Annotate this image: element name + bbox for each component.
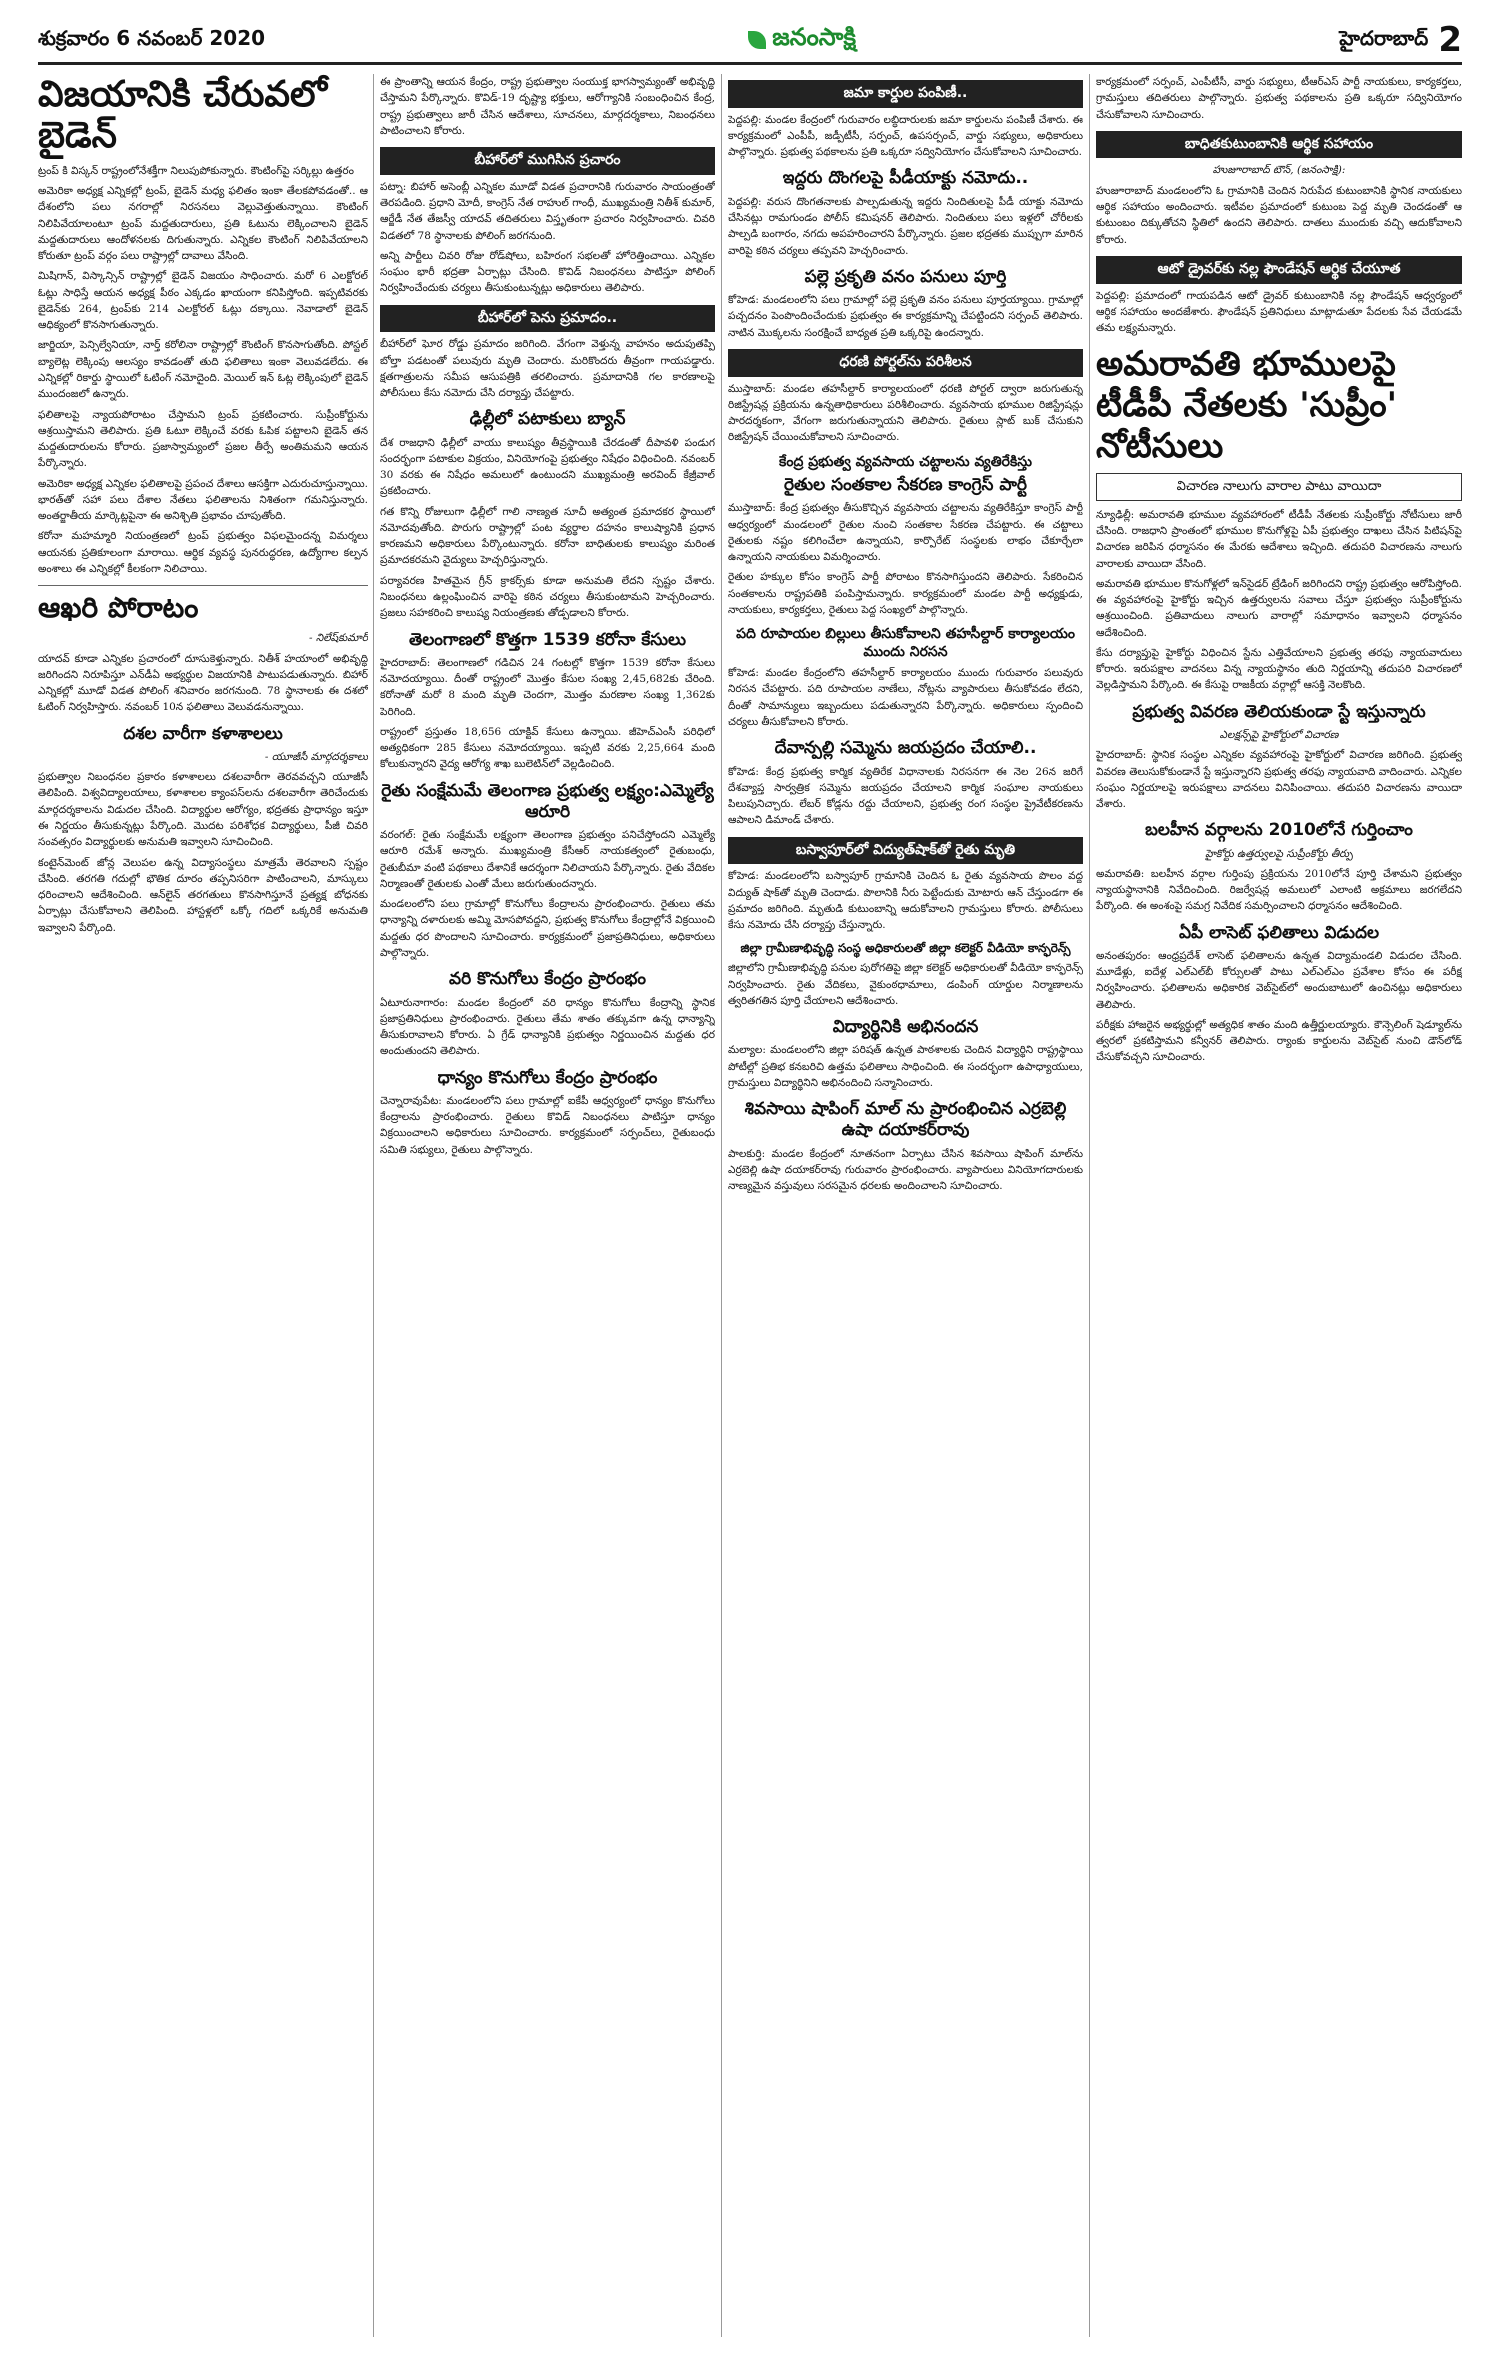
article-text: దేశ రాజధాని ఢిల్లీలో వాయు కాలుష్యం తీవ్రస్థాయికి చేరడంతో దీపావళి పండుగ సందర్భంగా పటాకుల విక్రయం, వినియోగంపై ప్రభుత్వం నిషేధం విధించింది. నవంబర్‌ 30 వరకు ఈ నిషేధం అమలులో ఉంటుందని ముఖ్యమంత్రి అరవింద్‌ కేజ్రీవాల్‌ ప్రకటించారు.: [380, 436, 715, 498]
column-divider: [1089, 74, 1090, 2337]
separator: [38, 585, 368, 586]
article-text: ప్రభుత్వాల నిబంధనల ప్రకారం కళాశాలలు దశలవారీగా తెరవవచ్చని యూజీసీ తెలిపింది. విశ్వవిద్యాలయాలు, కళాశాలల క్యాంపస్‌లను దశలవారీగా తెరిచేందుకు మార్గదర్శకాలను విడుదల చేసింది. విద్యార్థుల ఆరోగ్యం, భద్రతకు ప్రాధాన్యం ఇస్తూ ఈ నిర్ణయం తీసుకున్నట్లు పేర్కొంది. మొదట పరిశోధక విద్యార్థులు, పీజీ చివరి సంవత్సరం విద్యార్థులకు అనుమతి ఇవ్వాలని సూచించింది.: [38, 771, 368, 849]
headline: తెలంగాణలో కొత్తగా 1539 కరోనా కేసులు: [409, 629, 686, 650]
page-number: 2: [1438, 20, 1462, 60]
headline: విజయానికి చేరువలో బైడెన్‌: [38, 74, 328, 157]
article-text: పెద్దపల్లి: మండల కేంద్రంలో గురువారం లబ్ధిదారులకు జమా కార్డులను పంపిణీ చేశారు. ఈ కార్యక్రమంలో ఎంపీపీ, జడ్పీటీసీ, సర్పంచ్‌, ఉపసర్పంచ్‌, వార్డు సభ్యులు, అధికారులు పాల్గొన్నారు. ప్రభుత్వ పథకాలను ప్రతి ఒక్కరూ సద్వినియోగం చేసుకోవాలని సూచించారు.: [728, 113, 1083, 159]
headline: అమరావతి భూములపై టీడీపీ నేతలకు 'సుప్రీం' నోటీసులు: [1096, 344, 1398, 466]
article-text: కోహెడ: మండలంలోని పలు గ్రామాల్లో పల్లె ప్రకృతి వనం పనులు పూర్తయ్యాయి. గ్రామాల్లో పచ్చదనం పెంపొందించేందుకు ప్రభుత్వం ఈ కార్యక్రమాన్ని చేపట్టిందని సర్పంచ్‌ తెలిపారు. నాటిన మొక్కలను సంరక్షించే బాధ్యత ప్రతి ఒక్కరిపై ఉందన్నారు.: [728, 294, 1083, 339]
article-text: ఈ ప్రాంతాన్ని ఆయన కేంద్రం, రాష్ట్ర ప్రభుత్వాల సంయుక్త భాగస్వామ్యంతో అభివృద్ధి చేస్తామని పేర్కొన్నారు. కొవిడ్‌-19 దృష్ట్యా భక్తులు, ఆరోగ్యానికి సంబంధించిన కేంద్ర, రాష్ట్ర ప్రభుత్వాలు జారీ చేసిన ఆదేశాలు, సూచనలు, మార్గదర్శకాలు, నిబంధనలు పాటించాలని కోరారు.: [380, 76, 715, 137]
article-nature-park: [728, 267, 1083, 341]
article-farmer-welfare: [380, 781, 715, 962]
article-amaravati: [1096, 344, 1462, 693]
article-text: బీహార్‌లో ఘోర రోడ్డు ప్రమాదం జరిగింది. వేగంగా వెళ్తున్న వాహనం అదుపుతప్పి బోల్తా పడటంతో పలువురు మృతి చెందారు. మరికొందరు తీవ్రంగా గాయపడ్డారు. క్షతగాత్రులను సమీప ఆసుపత్రికి తరలించారు. ప్రమాదానికి గల కారణాలపై పోలీసులు కేసు నమోదు చేసి దర్యాప్తు చేపట్టారు.: [380, 338, 715, 400]
article-biden: [38, 74, 368, 577]
article-text: మిషిగాన్‌, విస్కాన్సిన్‌ రాష్ట్రాల్లో బైడెన్‌ విజయం సాధించారు. మరో 6 ఎలక్టోరల్‌ ఓట్లు సాధిస్తే ఆయన అధ్యక్ష పీఠం ఎక్కడం ఖాయంగా కనిపిస్తోంది. ఇప్పటివరకు బైడెన్‌కు 264, ట్రంప్‌కు 214 ఎలక్టోరల్‌ ఓట్లు దక్కాయి. నెవాడాలో బైడెన్‌ ఆధిక్యంలో కొనసాగుతున్నారు.: [38, 270, 368, 332]
byline: - యూజీసీ మార్గదర్శకాలు: [264, 750, 368, 763]
column-1: [38, 74, 368, 2337]
article-text: ముస్తాబాద్‌: మండల తహసీల్దార్‌ కార్యాలయంలో ధరణి పోర్టల్‌ ద్వారా జరుగుతున్న రిజిస్ట్రేషన్ల ప్రక్రియను ఉన్నతాధికారులు పరిశీలించారు. వ్యవసాయ భూముల రిజిస్ట్రేషన్లు పారదర్శకంగా, వేగంగా జరుగుతున్నాయని తెలిపారు. రైతులు స్లాట్‌ బుక్‌ చేసుకుని రిజిస్ట్రేషన్‌ చేయించుకోవాలని సూచించారు.: [728, 382, 1083, 444]
article-text: కోహెడ: మండలంలోని బస్వాపూర్‌ గ్రామానికి చెందిన ఓ రైతు వ్యవసాయ పొలం వద్ద విద్యుత్‌ షాక్‌తో మృతి చెందాడు. పొలానికి నీరు పెట్టేందుకు మోటారు ఆన్‌ చేస్తుండగా ఈ ప్రమాదం జరిగింది. మృతుడి కుటుంబాన్ని ఆదుకోవాలని గ్రామస్తులు కోరారు. పోలీసులు కేసు నమోదు చేసి దర్యాప్తు చేస్తున్నారు.: [728, 870, 1083, 932]
article-text: జార్జియా, పెన్సిల్వేనియా, నార్త్‌ కరోలినా రాష్ట్రాల్లో కౌంటింగ్‌ కొనసాగుతోంది. పోస్టల్‌ బ్యాలెట్ల లెక్కింపు ఆలస్యం కావడంతో తుది ఫలితాలు ఇంకా వెలువడలేదు. ఈ ఎన్నికల్లో రికార్డు స్థాయిలో ఓటింగ్‌ నమోదైంది. మెయిల్‌ ఇన్‌ ఓట్ల లెక్కింపులో బైడెన్‌ ముందంజలో ఉన్నారు.: [38, 339, 368, 401]
headline: బాధితకుటుంబానికి ఆర్థిక సహాయం: [1096, 131, 1462, 159]
article-text: హైదరాబాద్‌: స్థానిక సంస్థల ఎన్నికల వ్యవహారంపై హైకోర్టులో విచారణ జరిగింది. ప్రభుత్వ వివరణ తెలుసుకోకుండానే స్టే ఇస్తున్నారని ప్రభుత్వ తరఫు న్యాయవాది వాదించారు. ఎన్నికల సంఘం నిర్ణయాలపై ఇరుపక్షాలు వాదనలు వినిపించాయి. తదుపరి విచారణను వాయిదా వేశారు.: [1096, 749, 1462, 811]
article-auto-driver: [1096, 256, 1462, 336]
headline: వరి కొనుగోలు కేంద్రం ప్రారంభం: [448, 969, 647, 990]
byline: - నిలేష్‌కుమార్‌: [308, 632, 368, 645]
article-text: ముస్తాబాద్‌: కేంద్ర ప్రభుత్వం తీసుకొచ్చిన వ్యవసాయ చట్టాలను వ్యతిరేకిస్తూ కాంగ్రెస్‌ పార్టీ ఆధ్వర్యంలో మండలంలో రైతుల నుంచి సంతకాల సేకరణ చేపట్టారు. ఈ చట్టాలు రైతులకు నష్టం కలిగించేలా ఉన్నాయని, కార్పొరేట్‌ సంస్థలకు లాభం చేకూర్చేలా ఉన్నాయని నాయకులు విమర్శించారు.: [728, 502, 1083, 564]
column-3: [728, 74, 1083, 2337]
headline: పది రూపాయల బిల్లులు తీసుకోవాలని తహసీల్దార్‌ కార్యాలయం ముందు నిరసన: [736, 626, 1075, 660]
sub-headline: హైకోర్టు ఉత్తర్వులపై సుప్రీంకోర్టు తీర్పు: [1205, 847, 1353, 860]
article-text: ఫలితాలపై న్యాయపోరాటం చేస్తామని ట్రంప్‌ ప్రకటించారు. సుప్రీంకోర్టును ఆశ్రయిస్తామని తెలిపారు. ప్రతి ఓటూ లెక్కించే వరకు ఓపిక పట్టాలని బైడెన్‌ తన మద్దతుదారులను కోరారు. ప్రజాస్వామ్యంలో ప్రజల తీర్పే అంతిమమని ఆయన పేర్కొన్నారు.: [38, 408, 368, 470]
article-grain-centre: [380, 1068, 715, 1158]
article-text: అనంతపురం: ఆంధ్రప్రదేశ్‌ లాసెట్‌ ఫలితాలను ఉన్నత విద్యామండలి విడుదల చేసింది. మూడేళ్లు, ఐదేళ్ల ఎల్‌ఎల్‌బీ కోర్సులతో పాటు ఎల్‌ఎల్‌ఎం ప్రవేశాల కోసం ఈ పరీక్ష నిర్వహించారు. ఫలితాలను అధికారిక వెబ్‌సైట్‌లో అందుబాటులో ఉంచినట్లు అధికారులు తెలిపారు.: [1096, 949, 1462, 1011]
headline: జమా కార్డుల పంపిణీ..: [728, 80, 1083, 108]
article-text: అమెరికా అధ్యక్ష ఎన్నికల్లో ట్రంప్‌, బైడెన్‌ మధ్య ఫలితం ఇంకా తేలకపోవడంతో.. ఆ దేశంలోని పలు నగరాల్లో నిరసనలు వెల్లువెత్తుతున్నాయి. కౌంటింగ్‌ నిలిపివేయాలంటూ ట్రంప్‌ మద్దతుదారులు, ప్రతి ఓటును లెక్కించాలని బైడెన్‌ మద్దతుదారులు ఆందోళనలకు దిగుతున్నారు. ఎన్నికల కౌంటింగ్‌ నిలిపివేయాలని కోరుతూ ట్రంప్‌ వర్గం పలు రాష్ట్రాల్లో దావాలు వేసింది.: [38, 185, 368, 263]
headline: బీహార్‌లో పెను ప్రమాదం..: [380, 305, 715, 333]
article-text: కోహెడ: కేంద్ర ప్రభుత్వ కార్మిక వ్యతిరేక విధానాలకు నిరసనగా ఈ నెల 26న జరిగే దేశవ్యాప్త సార్వత్రిక సమ్మెను జయప్రదం చేయాలని కార్మిక సంఘాల నాయకులు పిలుపునిచ్చారు. లేబర్‌ కోడ్లను రద్దు చేయాలని, ప్రభుత్వ రంగ సంస్థల ప్రైవేటీకరణను ఆపాలని డిమాండ్‌ చేశారు.: [728, 765, 1083, 827]
article-electrocution: [728, 837, 1083, 934]
article-text: యాదవ్‌ కూడా ఎన్నికల ప్రచారంలో దూసుకెళ్తున్నారు. నితీశ్‌ హయాంలో అభివృద్ధి జరిగిందని నిరూపిస్తూ ఎన్‌డీఏ అభ్యర్థుల విజయానికి పాటుపడుతున్నారు. బిహార్‌ ఎన్నికల్లో మూడో విడత పోలింగ్‌ శనివారం జరగనుంది. 78 స్థానాలకు ఈ దశలో ఓటింగ్‌ నిర్వహిస్తారు. నవంబర్‌ 10న ఫలితాలు వెలువడనున్నాయి.: [38, 652, 368, 714]
article-text: అమెరికా అధ్యక్ష ఎన్నికల ఫలితాలపై ప్రపంచ దేశాలు ఆసక్తిగా ఎదురుచూస్తున్నాయి. భారత్‌తో సహా పలు దేశాల నేతలు ఫలితాలను నిశితంగా గమనిస్తున్నారు. అంతర్జాతీయ మార్కెట్లపైనా ఈ అనిశ్చితి ప్రభావం చూపుతోంది.: [38, 477, 368, 523]
article-text: న్యూఢిల్లీ: అమరావతి భూముల వ్యవహారంలో టీడీపీ నేతలకు సుప్రీంకోర్టు నోటీసులు జారీ చేసింది. రాజధాని ప్రాంతంలో భూముల కొనుగోళ్లపై ఏపీ ప్రభుత్వం దాఖలు చేసిన పిటిషన్‌పై విచారణ జరిపిన ధర్మాసనం ఈ మేరకు ఆదేశాలు ఇచ్చింది. తదుపరి విచారణను నాలుగు వారాలకు వాయిదా వేసింది.: [1096, 508, 1462, 570]
edition-city: హైదరాబాద్: [1339, 25, 1429, 50]
column-4: [1096, 74, 1462, 2337]
article-text: మల్యాల: మండలంలోని జిల్లా పరిషత్‌ ఉన్నత పాఠశాలకు చెందిన విద్యార్థిని రాష్ట్రస్థాయి పోటీల్లో ప్రతిభ కనబరిచి ఉత్తమ ఫలితాలు సాధించింది. ఈ సందర్భంగా ఉపాధ్యాయులు, గ్రామస్తులు విద్యార్థినిని అభినందించి సన్మానించారు.: [728, 1044, 1083, 1089]
article-continued: [1096, 74, 1462, 123]
issue-date: శుక్రవారం 6 నవంబర్ 2020: [38, 25, 266, 50]
headline: ఆఖరి పోరాటం: [38, 591, 199, 625]
article-colleges: [38, 724, 368, 936]
sub-headline: ఎలక్షన్స్‌పై హైకోర్టులో విచారణ: [1219, 729, 1339, 741]
article-shopping-mall: [728, 1099, 1083, 1194]
article-delhi-crackers: [380, 409, 715, 621]
article-bihar-campaign: [380, 147, 715, 297]
article-text: వరంగల్‌: రైతు సంక్షేమమే లక్ష్యంగా తెలంగాణ ప్రభుత్వం పనిచేస్తోందని ఎమ్మెల్యే ఆరూరి రమేశ్‌ అన్నారు. ముఖ్యమంత్రి కేసీఆర్‌ నాయకత్వంలో రైతుబంధు, రైతుబీమా వంటి పథకాలు దేశానికే ఆదర్శంగా నిలిచాయని పేర్కొన్నారు. రైతు వేదికల నిర్మాణంతో రైతులకు ఎంతో మేలు జరుగుతుందన్నారు.: [380, 829, 715, 890]
headline: కేంద్ర ప్రభుత్వ వ్యవసాయ చట్టాలను వ్యతిరేకిస్తు: [779, 453, 1032, 470]
headline: బస్వాపూర్‌లో విద్యుత్‌షాక్‌తో రైతు మృతి: [728, 837, 1083, 865]
logo-text: జనంసాక్షి: [772, 23, 857, 51]
article-text: కార్యక్రమంలో సర్పంచ్‌, ఎంపీటీసీ, వార్డు సభ్యులు, టీఆర్‌ఎస్‌ పార్టీ నాయకులు, కార్యకర్తలు, గ్రామస్తులు తదితరులు పాల్గొన్నారు. ప్రభుత్వ పథకాలను ప్రతి ఒక్కరూ సద్వినియోగం చేసుకోవాలని సూచించారు.: [1096, 76, 1462, 121]
headline: ధాన్యం కొనుగోలు కేంద్రం ప్రారంభం: [437, 1067, 658, 1088]
article-collector-vc: [728, 941, 1083, 1009]
headline: బీహార్‌లో ముగిసిన ప్రచారం: [380, 147, 715, 175]
article-text: హైదరాబాద్‌: తెలంగాణలో గడిచిన 24 గంటల్లో కొత్తగా 1539 కరోనా కేసులు నమోదయ్యాయి. దీంతో రాష్ట్రంలో మొత్తం కేసుల సంఖ్య 2,45,682కు చేరింది. కరోనాతో మరో 8 మంది మృతి చెందగా, మొత్తం మరణాల సంఖ్య 1,362కు పెరిగింది.: [380, 656, 715, 718]
article-text: గత కొన్ని రోజులుగా ఢిల్లీలో గాలి నాణ్యత సూచీ అత్యంత ప్రమాదకర స్థాయిలో నమోదవుతోంది. పొరుగు రాష్ట్రాల్లో పంట వ్యర్థాల దహనం కాలుష్యానికి ప్రధాన కారణమని అధికారులు పేర్కొంటున్నారు. కరోనా బాధితులకు కాలుష్యం మరింత ప్రమాదకరమని వైద్యులు హెచ్చరిస్తున్నారు.: [380, 505, 715, 567]
article-text: మండలంలోని పలు గ్రామాల్లో కొనుగోలు కేంద్రాలను ప్రారంభించారు. రైతులు తమ ధాన్యాన్ని దళారులకు అమ్మి మోసపోవద్దని, ప్రభుత్వ కొనుగోలు కేంద్రాల్లోనే విక్రయించి మద్దతు ధర పొందాలని సూచించారు. కార్యక్రమంలో ప్రజాప్రతినిధులు, అధికారులు పాల్గొన్నారు.: [380, 898, 715, 959]
article-text: అమరావతి భూముల కొనుగోళ్లలో ఇన్‌సైడర్‌ ట్రేడింగ్‌ జరిగిందని రాష్ట్ర ప్రభుత్వం ఆరోపిస్తోంది. ఈ వ్యవహారంపై హైకోర్టు ఇచ్చిన ఉత్తర్వులను సవాలు చేస్తూ ప్రభుత్వం సుప్రీంకోర్టును ఆశ్రయించింది. ప్రతివాదులు నాలుగు వారాల్లో సమాధానం ఇవ్వాలని ధర్మాసనం ఆదేశించింది.: [1096, 577, 1462, 639]
masthead: [38, 18, 1462, 65]
headline: దశల వారీగా కళాశాలలు: [123, 723, 283, 744]
article-text: పాలకుర్తి: మండల కేంద్రంలో నూతనంగా ఏర్పాటు చేసిన శివసాయి షాపింగ్‌ మాల్‌ను ఎర్రబెల్లి ఉషా దయాకర్‌రావు గురువారం ప్రారంభించారు. వ్యాపారులు వినియోగదారులకు నాణ్యమైన వస్తువులు సరసమైన ధరలకు అందించాలని సూచించారు.: [728, 1147, 1083, 1193]
article-text: రాష్ట్రంలో ప్రస్తుతం 18,656 యాక్టివ్‌ కేసులు ఉన్నాయి. జీహెచ్‌ఎంసీ పరిధిలో అత్యధికంగా 285 కేసులు నమోదయ్యాయి. ఇప్పటి వరకు 2,25,664 మంది కోలుకున్నారని వైద్య ఆరోగ్య శాఖ బులెటిన్‌లో వెల్లడించింది.: [380, 725, 715, 771]
article-text: పట్నా: బిహార్‌ అసెంబ్లీ ఎన్నికల మూడో విడత ప్రచారానికి గురువారం సాయంత్రంతో తెరపడింది. ప్రధాని మోదీ, కాంగ్రెస్‌ నేత రాహుల్‌ గాంధీ, ముఖ్యమంత్రి నితీశ్‌ కుమార్‌, ఆర్జేడీ నేత తేజస్వీ యాదవ్‌ తదితరులు విస్తృతంగా ప్రచారం నిర్వహించారు. చివరి విడతలో 78 స్థానాలకు పోలింగ్‌ జరగనుంది.: [380, 180, 715, 242]
headline: ఆటో డ్రైవర్‌కు నల్ల ఫౌండేషన్‌ ఆర్థిక చేయూత: [1096, 256, 1462, 284]
article-lawcet: [1096, 923, 1462, 1066]
edition-info: [1339, 20, 1462, 60]
article-bihar-accident: [380, 305, 715, 402]
headline: ధరణి పోర్టల్‌ను పరిశీలన: [728, 349, 1083, 377]
headline: శివసాయి షాపింగ్‌ మాల్‌ ను ప్రారంభించిన ఎర్రబెల్లి ఉషా దయాకర్‌రావు: [744, 1099, 1067, 1141]
article-telangana-covid: [380, 630, 715, 773]
headline: బలహీన వర్గాలను 2010లోనే గుర్తించాం: [1145, 820, 1413, 841]
column-divider: [721, 74, 722, 2337]
article-text: పెద్దపల్లి: వరుస దొంగతనాలకు పాల్పడుతున్న ఇద్దరు నిందితులపై పీడీ యాక్టు నమోదు చేసినట్లు రామగుండం పోలీస్‌ కమిషనర్‌ తెలిపారు. నిందితులు పలు ఇళ్లలో చోరీలకు పాల్పడి బంగారం, నగదు అపహరించారని పేర్కొన్నారు. ప్రజల భద్రతకు ముప్పుగా మారిన వారిపై కఠిన చర్యలు తప్పవని హెచ్చరించారు.: [728, 195, 1083, 257]
article-last-fight: [38, 592, 368, 716]
leaf-icon: [748, 31, 766, 49]
sub-headline: రైతుల సంతకాల సేకరణ కాంగ్రెస్‌ పార్టీ: [783, 475, 1028, 496]
column-2: [380, 74, 715, 2337]
article-ten-rupee-protest: [728, 626, 1083, 730]
sub-headline: విచారణ నాలుగు వారాల పాటు వాయిదా: [1096, 473, 1462, 501]
article-paddy-centre: [380, 969, 715, 1059]
headline: జిల్లా గ్రామీణాభివృద్ధి సంస్థ అధికారులతో జిల్లా కలెక్టర్‌ వీడియో కాన్ఫరెన్స్‌: [740, 941, 1071, 956]
article-text: రైతుల హక్కుల కోసం కాంగ్రెస్‌ పార్టీ పోరాటం కొనసాగిస్తుందని తెలిపారు. సేకరించిన సంతకాలను రాష్ట్రపతికి పంపిస్తామన్నారు. కార్యక్రమంలో మండల పార్టీ అధ్యక్షుడు, నాయకులు, కార్యకర్తలు, రైతులు పెద్ద సంఖ్యలో పాల్గొన్నారు.: [728, 571, 1083, 616]
article-student-felicitation: [728, 1017, 1083, 1091]
newspaper-logo: [748, 23, 856, 57]
headline: ఇద్దరు దొంగలపై పీడీయాక్టు నమోదు..: [782, 168, 1029, 189]
article-pd-act: [728, 168, 1083, 258]
article-continued: [380, 74, 715, 139]
article-text: చెన్నారావుపేట: మండలంలోని పలు గ్రామాల్లో ఐకేపీ ఆధ్వర్యంలో ధాన్యం కొనుగోలు కేంద్రాలను ప్రారంభించారు. రైతులు కొవిడ్‌ నిబంధనలు పాటిస్తూ ధాన్యం విక్రయించాలని అధికారులు సూచించారు. కార్యక్రమంలో సర్పంచ్‌లు, రైతుబంధు సమితి సభ్యులు, రైతులు పాల్గొన్నారు.: [380, 1094, 715, 1156]
headline: విద్యార్థినికి అభినందన: [832, 1017, 979, 1038]
article-text: అమరావతి: బలహీన వర్గాల గుర్తింపు ప్రక్రియను 2010లోనే పూర్తి చేశామని ప్రభుత్వం న్యాయస్థానానికి నివేదించింది. రిజర్వేషన్ల అమలులో ఎలాంటి అక్రమాలు జరగలేదని పేర్కొంది. ఈ అంశంపై సమగ్ర నివేదిక సమర్పించాలని ధర్మాసనం ఆదేశించింది.: [1096, 867, 1462, 913]
article-farm-laws: [728, 454, 1083, 619]
headline: ఏపీ లాసెట్‌ ఫలితాలు విడుదల: [1178, 922, 1380, 943]
article-text: పెద్దపల్లి: ప్రమాదంలో గాయపడిన ఆటో డ్రైవర్‌ కుటుంబానికి నల్ల ఫౌండేషన్‌ ఆధ్వర్యంలో ఆర్థిక సహాయం అందజేశారు. ఫౌండేషన్‌ ప్రతినిధులు మాట్లాడుతూ పేదలకు సేవ చేయడమే తమ లక్ష్యమన్నారు.: [1096, 289, 1462, 335]
article-financial-aid: [1096, 131, 1462, 248]
article-dharani: [728, 349, 1083, 446]
headline: ఢిల్లీలో పటాకులు బ్యాన్‌: [469, 409, 626, 430]
article-text: కంటైన్‌మెంట్‌ జోన్ల వెలుపల ఉన్న విద్యాసంస్థలు మాత్రమే తెరవాలని స్పష్టం చేసింది. తరగతి గదుల్లో భౌతిక దూరం తప్పనిసరిగా పాటించాలని, మాస్కులు ధరించాలని ఆదేశించింది. ఆన్‌లైన్‌ తరగతులు కొనసాగిస్తూనే ప్రత్యక్ష బోధనకు ఏర్పాట్లు చేసుకోవాలని తెలిపింది. హాస్టళ్లలో ఒక్కో గదిలో ఒక్కరికే అనుమతి ఇవ్వాలని పేర్కొంది.: [38, 856, 368, 934]
article-weaker-sections: [1096, 820, 1462, 914]
article-text: జిల్లాలోని గ్రామీణాభివృద్ధి పనుల పురోగతిపై జిల్లా కలెక్టర్‌ అధికారులతో వీడియో కాన్ఫరెన్స్‌ నిర్వహించారు. రైతు వేదికలు, వైకుంఠధామాలు, డంపింగ్‌ యార్డుల నిర్మాణాలను త్వరితగతిన పూర్తి చేయాలని ఆదేశించారు.: [728, 962, 1083, 1007]
headline: రైతు సంక్షేమమే తెలంగాణ ప్రభుత్వ లక్ష్యం:ఎమ్మెల్యే ఆరూరి: [381, 780, 714, 822]
article-stay-order: [1096, 702, 1462, 813]
article-strike: [728, 738, 1083, 828]
article-text: కేసు దర్యాప్తుపై హైకోర్టు విధించిన స్టేను ఎత్తివేయాలని ప్రభుత్వ తరఫు న్యాయవాదులు కోరారు. ఇరుపక్షాల వాదనలు విన్న న్యాయస్థానం తుది నిర్ణయాన్ని తదుపరి విచారణలో వెల్లడిస్తామని పేర్కొంది. ఈ కేసుపై రాజకీయ వర్గాల్లో ఆసక్తి నెలకొంది.: [1096, 646, 1462, 692]
headline: పల్లె ప్రకృతి వనం పనులు పూర్తి: [804, 266, 1007, 287]
article-text: కోహెడ: మండల కేంద్రంలోని తహసీల్దార్‌ కార్యాలయం ముందు గురువారం పలువురు నిరసన చేపట్టారు. పది రూపాయల నాణేలు, నోట్లను వ్యాపారులు తీసుకోవడం లేదని, దీంతో సామాన్యులు ఇబ్బందులు పడుతున్నారని పేర్కొన్నారు. అధికారులు స్పందించి చర్యలు తీసుకోవాలని కోరారు.: [728, 667, 1083, 728]
article-text: పరీక్షకు హాజరైన అభ్యర్థుల్లో అత్యధిక శాతం మంది ఉత్తీర్ణులయ్యారు. కౌన్సెలింగ్‌ షెడ్యూల్‌ను త్వరలో ప్రకటిస్తామని కన్వీనర్‌ తెలిపారు. ర్యాంకు కార్డులను వెబ్‌సైట్‌ నుంచి డౌన్‌లోడ్‌ చేసుకోవచ్చని సూచించారు.: [1096, 1018, 1462, 1064]
article-text: అన్ని పార్టీలు చివరి రోజు రోడ్‌షోలు, బహిరంగ సభలతో హోరెత్తించాయి. ఎన్నికల సంఘం భారీ భద్రతా ఏర్పాట్లు చేసింది. కొవిడ్‌ నిబంధనలు పాటిస్తూ పోలింగ్‌ నిర్వహించేందుకు చర్యలు తీసుకుంటున్నట్లు అధికారులు తెలిపారు.: [380, 249, 715, 295]
column-divider: [373, 74, 374, 2337]
article-jama-cards: [728, 80, 1083, 160]
article-text: హుజూరాబాద్‌ మండలంలోని ఓ గ్రామానికి చెందిన నిరుపేద కుటుంబానికి స్థానిక నాయకులు ఆర్థిక సహాయం అందించారు. ఇటీవల ప్రమాదంలో కుటుంబ పెద్ద మృతి చెందడంతో ఆ కుటుంబం దిక్కుతోచని స్థితిలో ఉందని తెలిపారు. దాతలు ముందుకు వచ్చి ఆదుకోవాలని కోరారు.: [1096, 184, 1462, 246]
article-text: పర్యావరణ హితమైన గ్రీన్‌ క్రాకర్స్‌కు కూడా అనుమతి లేదని స్పష్టం చేశారు. నిబంధనలు ఉల్లంఘించిన వారిపై కఠిన చర్యలు తీసుకుంటామని హెచ్చరించారు. ప్రజలు సహకరించి కాలుష్య నియంత్రణకు తోడ్పడాలని కోరారు.: [380, 574, 715, 620]
article-text: కరోనా మహమ్మారి నియంత్రణలో ట్రంప్‌ ప్రభుత్వం విఫలమైందన్న విమర్శలు ఆయనకు ప్రతికూలంగా మారాయి. ఆర్థిక వ్యవస్థ పునరుద్ధరణ, ఉద్యోగాల కల్పన అంశాలు ఈ ఎన్నికల్లో కీలకంగా నిలిచాయి.: [38, 530, 368, 575]
dateline: హుజూరాబాద్‌ టౌన్‌, (జనంసాక్షి):: [1212, 164, 1346, 177]
article-text: ట్రంప్‌ కి విస్కన్‌ రాష్ట్రంలోనేశక్తీగా నిలుపుపోకున్నారు. కౌంటింగ్‌పై సర్కిల్లు ఉత్తరం: [38, 164, 354, 177]
headline: దేవాన్పల్లి సమ్మెను జయప్రదం చేయాలి..: [774, 738, 1037, 759]
headline: ప్రభుత్వ వివరణ తెలియకుండా స్టే ఇస్తున్నారు: [1132, 701, 1426, 722]
article-text: ఏటూరునాగారం: మండల కేంద్రంలో వరి ధాన్యం కొనుగోలు కేంద్రాన్ని స్థానిక ప్రజాప్రతినిధులు ప్రారంభించారు. రైతులు తేమ శాతం తక్కువగా ఉన్న ధాన్యాన్ని తీసుకురావాలని కోరారు. ఏ గ్రేడ్‌ ధాన్యానికి ప్రభుత్వం నిర్ణయించిన మద్దతు ధర అందుతుందని తెలిపారు.: [380, 996, 715, 1058]
